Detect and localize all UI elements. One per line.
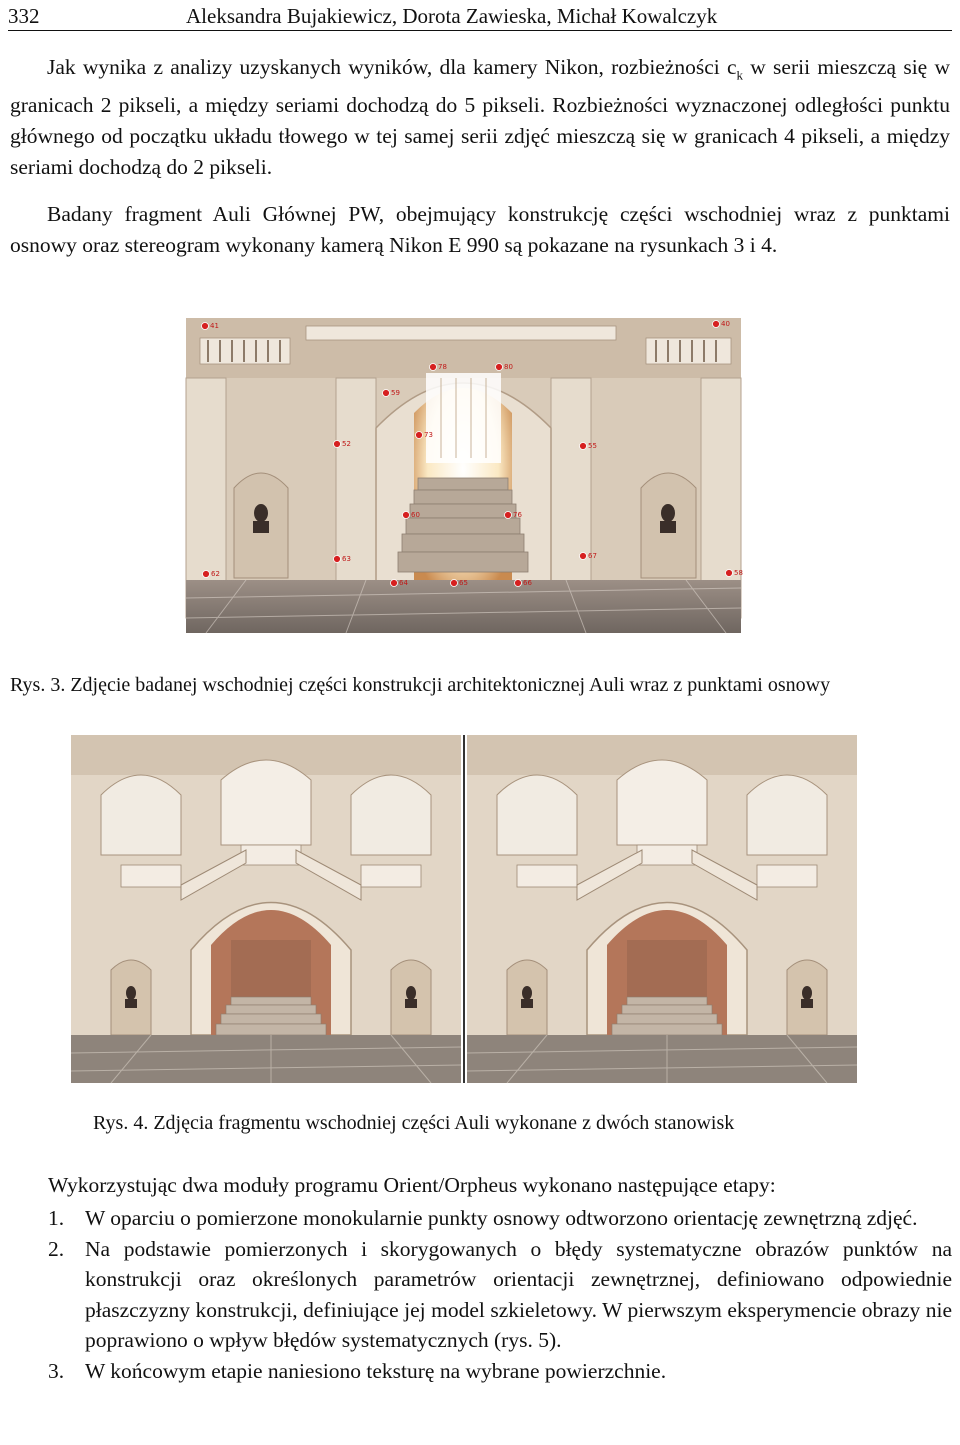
figure-4-stereopair: [71, 735, 857, 1083]
paragraph-1: [10, 52, 950, 183]
point-label: 62: [211, 570, 220, 578]
list-item-number: 2.: [48, 1236, 65, 1261]
point-label: 78: [438, 363, 447, 371]
list-item-number: 1.: [48, 1206, 65, 1230]
point-label: 55: [588, 442, 597, 450]
list-item-number: 3.: [48, 1358, 65, 1383]
figure-3-photo: [186, 318, 741, 633]
paragraph-1-part-b: w serii mieszczą się w granicach 2 pikseli, a między seriami dochodzą do 5 pikseli. Rozbieżności wyznaczonej odległości punktu głównego od początku układu tłowego w tej samej serii zdjęć mieszczą się w granicach 4 pikseli, a między seriami dochodzą do 2 pikseli.: [10, 55, 950, 180]
list-item: [48, 1203, 952, 1234]
paragraph-1-subscript: k: [736, 67, 744, 83]
point-label: 59: [391, 389, 400, 397]
point-label: 65: [459, 579, 468, 587]
point-label: 66: [523, 579, 532, 587]
steps-list: [48, 1203, 952, 1386]
point-label: 67: [588, 552, 597, 560]
point-label: 41: [210, 322, 219, 330]
steps-intro: Wykorzystując dwa moduły programu Orient/Orpheus wykonano następujące etapy:: [48, 1173, 776, 1197]
point-label: 63: [342, 555, 351, 563]
point-label: 52: [342, 440, 351, 448]
paragraph-1-part-a: Jak wynika z analizy uzyskanych wyników, dla kamery Nikon, rozbieżności c: [47, 55, 737, 79]
page-number: 332: [8, 4, 40, 28]
authors-line: Aleksandra Bujakiewicz, Dorota Zawieska, Michał Kowalczyk: [186, 4, 718, 28]
list-item: [48, 1234, 952, 1356]
figure-4-caption: Rys. 4. Zdjęcia fragmentu wschodniej części Auli wykonane z dwóch stanowisk: [93, 1112, 735, 1134]
figure-3-caption: Rys. 3. Zdjęcie badanej wschodniej części konstrukcji architektonicznej Auli wraz z punktami osnowy: [10, 674, 831, 696]
paragraph-2: Badany fragment Auli Głównej PW, obejmujący konstrukcję części wschodniej wraz z punktami osnowy oraz stereogram wykonany kamerą Nikon E 990 są pokazane na rysunkach 3 i 4.: [10, 202, 950, 257]
point-label: 76: [513, 511, 522, 519]
point-label: 40: [721, 320, 730, 328]
point-label: 73: [424, 431, 433, 439]
list-item-text: W końcowym etapie naniesiono teksturę na wybrane powierzchnie.: [85, 1358, 667, 1383]
running-header: [8, 4, 952, 31]
list-item-text: Na podstawie pomierzonych i skorygowanych o błędy systematyczne obrazów punktów na konstrukcji oraz określonych parametrów orientacji zewnętrznej, definiowano odpowiednie płaszczyzny konstrukcji, definiujące jej model szkieletowy. W pierwszym eksperymencie obrazy nie poprawiono o wpływ błędów systematycznych (rys. 5).: [85, 1236, 952, 1352]
point-label: 58: [734, 569, 743, 577]
point-label: 60: [411, 511, 420, 519]
point-label: 64: [399, 579, 408, 587]
list-item-text: W oparciu o pomierzone monokularnie punkty osnowy odtworzono orientację zewnętrzną zdjęć.: [85, 1206, 918, 1230]
list-item: [48, 1356, 952, 1387]
point-label: 80: [504, 363, 513, 371]
